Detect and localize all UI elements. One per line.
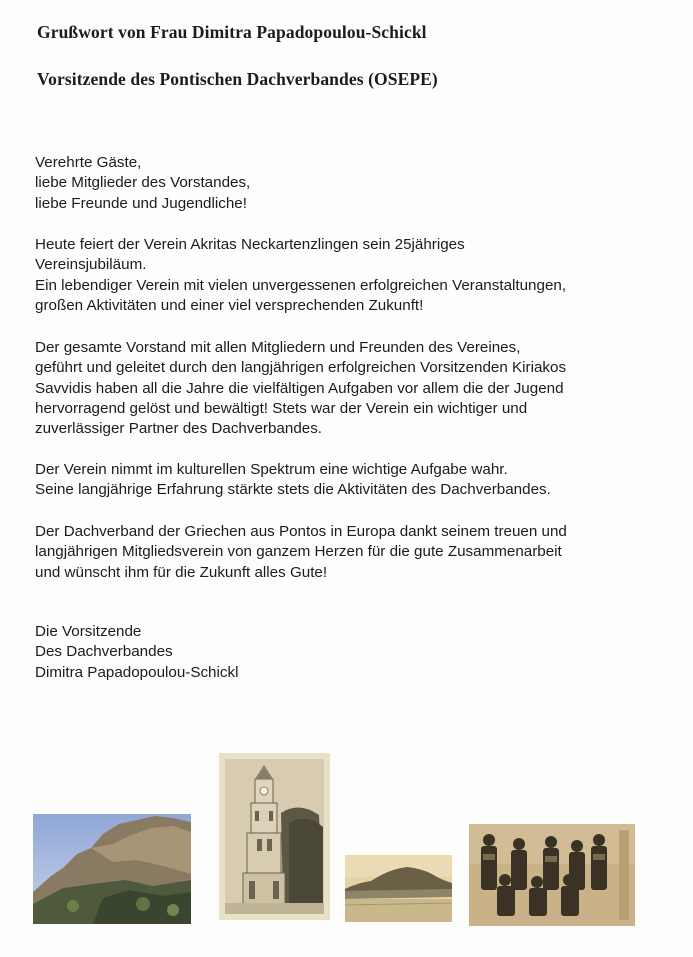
- greeting-block: [35, 153, 675, 214]
- greeting-line: Verehrte Gäste,: [35, 154, 142, 171]
- coastal-hill-photo: [345, 855, 452, 922]
- signature-block: [35, 622, 675, 683]
- signature-line: Die Vorsitzende: [35, 623, 142, 640]
- text-line: Seine langjährige Erfahrung stärkte stets die Aktivitäten des Dachverbandes.: [35, 481, 551, 499]
- signature-line: Dimitra Papadopoulou-Schickl: [35, 663, 239, 681]
- paragraph-thanks: [35, 522, 675, 583]
- text-line: Der Dachverband der Griechen aus Pontos in Europa dankt seinem treuen und: [35, 523, 567, 540]
- text-line: Vereinsjubiläum.: [35, 256, 147, 274]
- text-line: großen Aktivitäten und einer viel versprechenden Zukunft!: [35, 296, 424, 314]
- text-line: Der gesamte Vorstand mit allen Mitgliedern und Freunden des Vereines,: [35, 339, 521, 356]
- text-line: und wünscht ihm für die Zukunft alles Gute!: [35, 563, 328, 581]
- group-portrait-photo: [469, 824, 635, 926]
- rocky-mountain-photo: [33, 814, 191, 924]
- page-subtitle: Vorsitzende des Pontischen Dachverbandes (OSEPE): [37, 69, 438, 89]
- text-line: hervorragend gelöst und bewältigt! Stets war der Verein ein wichtiger und: [35, 399, 528, 417]
- text-line: Ein lebendiger Verein mit vielen unvergessenen erfolgreichen Veranstaltungen,: [35, 276, 567, 294]
- greeting-line: liebe Mitglieder des Vorstandes,: [35, 174, 251, 192]
- page-title: Grußwort von Frau Dimitra Papadopoulou-Schickl: [37, 22, 427, 42]
- signature-line: Des Dachverbandes: [35, 643, 173, 661]
- paragraph-board: [35, 338, 675, 439]
- text-line: Savvidis haben all die Jahre die vielfältigen Aufgaben vor allem die der Jugend: [35, 379, 564, 397]
- text-line: langjährigen Mitgliedsverein von ganzem Herzen für die gute Zusammenarbeit: [35, 543, 562, 561]
- clock-tower-photo: [219, 753, 330, 920]
- paragraph-anniversary: [35, 235, 675, 316]
- text-line: geführt und geleitet durch den langjährigen erfolgreichen Vorsitzenden Kiriakos: [35, 359, 567, 377]
- greeting-line: liebe Freunde und Jugendliche!: [35, 194, 247, 212]
- text-line: Heute feiert der Verein Akritas Neckartenzlingen sein 25jähriges: [35, 236, 465, 253]
- text-line: zuverlässiger Partner des Dachverbandes.: [35, 420, 323, 438]
- text-line: Der Verein nimmt im kulturellen Spektrum eine wichtige Aufgabe wahr.: [35, 461, 508, 478]
- paragraph-culture: [35, 460, 675, 501]
